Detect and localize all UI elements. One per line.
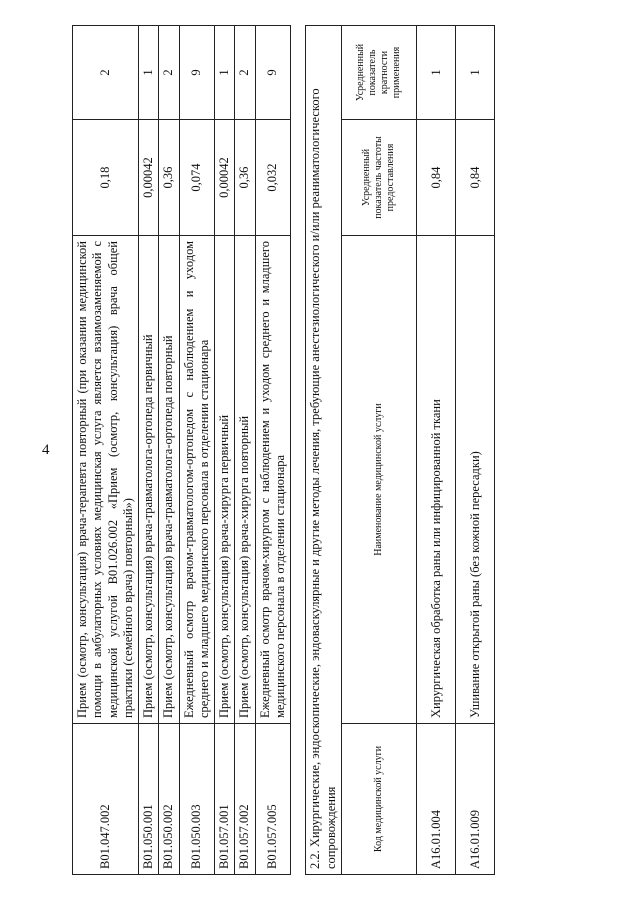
section-title: 2.2. Хирургические, эндоскопические, эндоваскулярные и другие методы лечения, требующие анестезиологического и/или реаниматологического сопровождения	[305, 25, 341, 875]
header-multiplicity: Усредненный показатель кратности применения	[342, 26, 417, 120]
multiplicity-value: 2	[235, 26, 255, 120]
multiplicity-value: 1	[215, 26, 235, 120]
table-row	[179, 26, 215, 875]
service-name: Прием (осмотр, консультация) врача-терапевта повторный (при оказании медицинской помощи в амбулаторных условиях медицинская услуга является взаимозаменяемой с медицинской услугой B01.026.002 «Прием (осмотр, консультация) врача общей практики (семейного врача) повторный»)	[73, 236, 139, 724]
rotated-content	[72, 25, 592, 875]
multiplicity-value: 9	[255, 26, 291, 120]
table-header-row	[342, 26, 417, 875]
surgical-services-table	[341, 25, 495, 875]
table-row	[73, 26, 139, 875]
frequency-value: 0,00042	[215, 120, 235, 236]
multiplicity-value: 2	[73, 26, 139, 120]
frequency-value: 0,36	[159, 120, 179, 236]
table-row	[235, 26, 255, 875]
service-code: B01.050.003	[179, 724, 215, 875]
section-2-2	[305, 25, 495, 875]
table-row	[139, 26, 159, 875]
frequency-value: 0,00042	[139, 120, 159, 236]
frequency-value: 0,074	[179, 120, 215, 236]
table-row	[159, 26, 179, 875]
services-table-continued	[72, 25, 291, 875]
service-name: Прием (осмотр, консультация) врача-хирурга повторный	[235, 236, 255, 724]
multiplicity-value: 1	[417, 26, 456, 120]
service-name: Прием (осмотр, консультация) врача-травматолога-ортопеда первичный	[139, 236, 159, 724]
table-row	[255, 26, 291, 875]
table-row	[215, 26, 235, 875]
table-row	[456, 26, 495, 875]
service-name: Ежедневный осмотр врачом-хирургом с наблюдением и уходом среднего и младшего медицинского персонала в отделении стационара	[255, 236, 291, 724]
service-code: A16.01.009	[456, 724, 495, 875]
service-code: B01.050.001	[139, 724, 159, 875]
service-code: B01.057.005	[255, 724, 291, 875]
header-name: Наименование медицинской услуги	[342, 236, 417, 724]
service-name: Хирургическая обработка раны или инфицированной ткани	[417, 236, 456, 724]
service-code: B01.047.002	[73, 724, 139, 875]
table-row	[417, 26, 456, 875]
service-code: B01.057.002	[235, 724, 255, 875]
page-number: 4	[42, 442, 50, 458]
service-name: Ушивание открытой раны (без кожной пересадки)	[456, 236, 495, 724]
multiplicity-value: 2	[159, 26, 179, 120]
header-frequency: Усредненный показатель частоты предоставления	[342, 120, 417, 236]
service-code: A16.01.004	[417, 724, 456, 875]
frequency-value: 0,84	[417, 120, 456, 236]
frequency-value: 0,18	[73, 120, 139, 236]
frequency-value: 0,36	[235, 120, 255, 236]
multiplicity-value: 1	[456, 26, 495, 120]
header-code: Код медицинской услуги	[342, 724, 417, 875]
service-name: Ежедневный осмотр врачом-травматологом-ортопедом с наблюдением и уходом среднего и младшего медицинского персонала в отделении стационара	[179, 236, 215, 724]
service-code: B01.050.002	[159, 724, 179, 875]
service-name: Прием (осмотр, консультация) врача-травматолога-ортопеда повторный	[159, 236, 179, 724]
frequency-value: 0,84	[456, 120, 495, 236]
multiplicity-value: 1	[139, 26, 159, 120]
multiplicity-value: 9	[179, 26, 215, 120]
service-code: B01.057.001	[215, 724, 235, 875]
service-name: Прием (осмотр, консультация) врача-хирурга первичный	[215, 236, 235, 724]
frequency-value: 0,032	[255, 120, 291, 236]
